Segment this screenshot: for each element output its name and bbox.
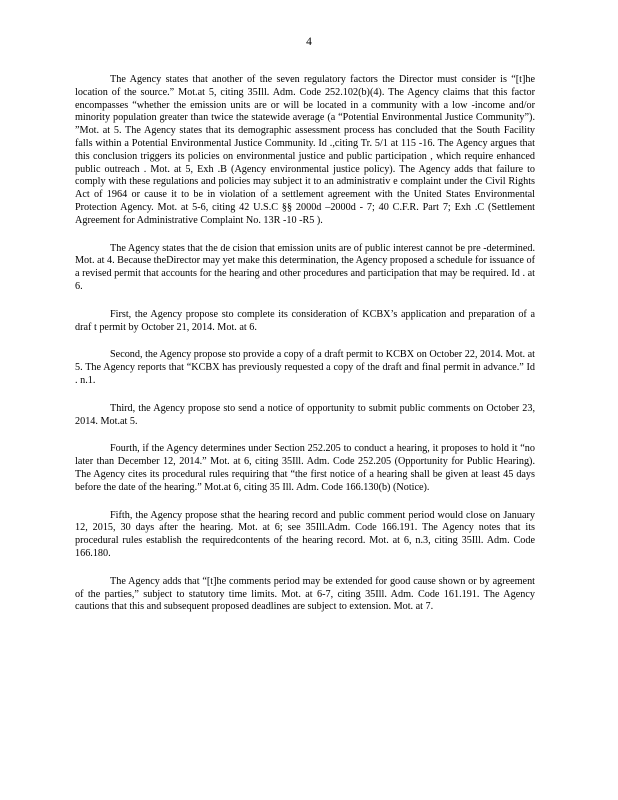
paragraph-second-step: Second, the Agency propose sto provide a copy of a draft permit to KCBX on October 22, 2014. Mot. at 5. The Agency reports that “KCBX has previously requested a copy of the draft and final permit in advance.” Id . n.1. — [75, 349, 535, 386]
document-body — [75, 74, 535, 614]
paragraph-location-factor: The Agency states that another of the seven regulatory factors the Director must consider is “[t]he location of the source.” Mot.at 5, citing 35Ill. Adm. Code 252.102(b)(4). The Agency claims that this factor encompasses “whether the emission units are or will be located in a community with a low -income and/or minority population greater than twice the statewide average (a “Potential Environmental Justice Community”). ”Mot. at 5. The Agency states that its demographic assessment process has concluded that the South Facility falls within a Potential Environmental Justice Community. Id .,citing Tr. 5/1 at 115 -16. The Agency argues that this conclusion triggers its policies on environmental justice and public participation , which require enhanced public outreach . Mot. at 5, Exh .B (Agency environmental justice policy). The Agency adds that failure to comply with these regulations and policies may subject it to an administrativ e complaint under the Civil Rights Act of 1964 or cause it to be in violation of a settlement agreement with the United States Environmental Protection Agency. Mot. at 5-6, citing 42 U.S.C §§ 2000d –2000d - 7; 40 C.F.R. Part 7; Exh .C (Settlement Agreement for Administrative Complaint No. 13R -10 -R5 ). — [75, 74, 535, 226]
paragraph-first-step: First, the Agency propose sto complete its consideration of KCBX’s application and preparation of a draf t permit by October 21, 2014. Mot. at 6. — [75, 308, 535, 333]
paragraph-extension: The Agency adds that “[t]he comments period may be extended for good cause shown or by agreement of the parties,” subject to statutory time limits. Mot. at 6-7, citing 35Ill. Adm. Code 161.191. The Agency cautions that this and subsequent proposed deadlines are subject to extension. Mot. at 7. — [75, 575, 535, 613]
paragraph-fifth-step: Fifth, the Agency propose sthat the hearing record and public comment period would close on January 12, 2015, 30 days after the hearing. Mot. at 6; see 35Ill.Adm. Code 166.191. The Agency notes that its procedural rules establish the requiredcontents of the hearing record. Mot. at 6, n.3, citing 35Ill. Adm. Code 166.180. — [75, 509, 535, 559]
paragraph-third-step: Third, the Agency propose sto send a notice of opportunity to submit public comments on October 23, 2014. Mot.at 5. — [75, 402, 535, 427]
paragraph-fourth-step: Fourth, if the Agency determines under Section 252.205 to conduct a hearing, it proposes to hold it “no later than December 12, 2014.” Mot. at 6, citing 35Ill. Adm. Code 252.205 (Opportunity for Public Hearing). The Agency cites its procedural rules requiring that “the first notice of a hearing shall be given at least 45 days before the date of the hearing.” Mot.at 6, citing 35 Ill. Adm. Code 166.130(b) (Notice). — [75, 443, 535, 493]
page-number: 4 — [306, 36, 312, 48]
paragraph-public-interest: The Agency states that the de cision that emission units are of public interest cannot be pre -determined. Mot. at 4. Because theDirector may yet make this determination, the Agency proposed a schedule for issuance of a revised permit that accounts for the hearing and other procedures and participation that may be required. Id . at 6. — [75, 242, 535, 292]
